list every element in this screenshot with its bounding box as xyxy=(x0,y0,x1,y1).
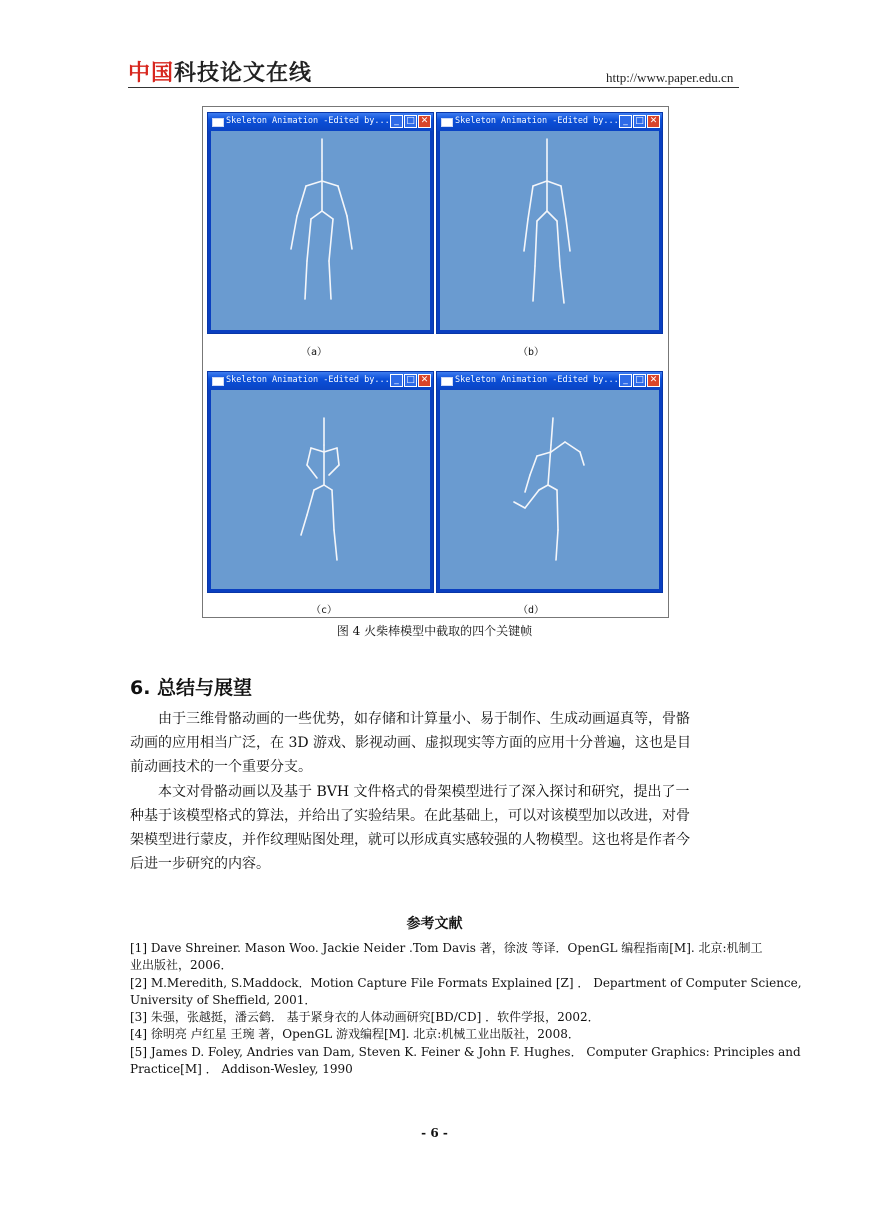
close-icon[interactable]: ✕ xyxy=(418,374,431,387)
close-icon[interactable]: ✕ xyxy=(418,115,431,128)
skeleton-figure-c xyxy=(211,390,432,591)
window-app-icon xyxy=(441,118,453,127)
window-title: Skeleton Animation -Edited by... xyxy=(226,375,390,385)
section-title: 6. 总结与展望 xyxy=(130,677,253,699)
figure-caption: 图 4 火柴棒模型中截取的四个关键帧 xyxy=(336,624,533,638)
reference-line: University of Sheffield, 2001． xyxy=(130,993,317,1007)
reference-item xyxy=(130,1026,738,1043)
paragraph-line: 种基于该模型格式的算法，并给出了实验结果。在此基础上，可以对该模型加以改进，对骨 xyxy=(130,808,690,824)
reference-item xyxy=(130,975,802,1009)
reference-line: [5] James D. Foley, Andries van Dam, Steven K. Feiner & John F. Hughes． Computer Graphics: Principles and xyxy=(130,1045,801,1059)
reference-line: Practice[M] ． Addison-Wesley, 1990 xyxy=(130,1062,353,1076)
minimize-icon[interactable]: _ xyxy=(390,115,403,128)
reference-line: [1] Dave Shreiner. Mason Woo. Jackie Neider .Tom Davis 著，徐波 等译．OpenGL 编程指南[M]. 北京:机制工 xyxy=(130,941,763,955)
window-title: Skeleton Animation -Edited by... xyxy=(455,375,619,385)
logo-red-text: 中国 xyxy=(128,60,175,86)
window-panel-c xyxy=(207,371,434,593)
reference-line: [4] 徐明亮 卢红星 王琬 著，OpenGL 游戏编程[M]. 北京:机械工业出版社，2008． xyxy=(130,1027,580,1041)
panel-label-b: （b） xyxy=(518,347,545,358)
paragraph-line: 架模型进行蒙皮，并作纹理贴图处理，就可以形成真实感较强的人物模型。这也将是作者今 xyxy=(130,832,690,848)
minimize-icon[interactable]: _ xyxy=(619,374,632,387)
window-panel-d xyxy=(436,371,663,593)
window-titlebar xyxy=(437,113,662,131)
skeleton-figure-d xyxy=(440,390,661,591)
skeleton-view-a xyxy=(211,131,430,330)
skeleton-view-b xyxy=(440,131,659,330)
close-icon[interactable]: ✕ xyxy=(647,374,660,387)
window-app-icon xyxy=(212,377,224,386)
maximize-icon[interactable]: □ xyxy=(633,374,646,387)
reference-line: [3] 朱强，张越挺，潘云鹤． 基于紧身衣的人体动画研究[BD/CD] ．软件学报，2002． xyxy=(130,1010,600,1024)
reference-line: [2] M.Meredith, S.Maddock．Motion Capture File Formats Explained [Z] ． Department of Computer Science, xyxy=(130,976,802,990)
header-url[interactable]: http://www.paper.edu.cn xyxy=(606,70,734,85)
minimize-icon[interactable]: _ xyxy=(390,374,403,387)
close-icon[interactable]: ✕ xyxy=(647,115,660,128)
maximize-icon[interactable]: □ xyxy=(633,115,646,128)
paragraph-2 xyxy=(130,780,738,876)
paragraph-line: 本文对骨骼动画以及基于 BVH 文件格式的骨架模型进行了深入探讨和研究，提出了一 xyxy=(158,784,690,800)
maximize-icon[interactable]: □ xyxy=(404,374,417,387)
journal-logo xyxy=(128,58,312,84)
skeleton-view-c xyxy=(211,390,430,589)
paragraph-1 xyxy=(130,707,738,779)
references-title: 参考文献 xyxy=(406,916,463,932)
paragraph-line: 后进一步研究的内容。 xyxy=(130,856,270,872)
skeleton-figure-b xyxy=(440,131,661,332)
window-title: Skeleton Animation -Edited by... xyxy=(455,116,619,126)
reference-line: 业出版社，2006． xyxy=(130,958,233,972)
window-titlebar xyxy=(208,113,433,131)
window-panel-b xyxy=(436,112,663,334)
paragraph-line: 动画的应用相当广泛，在 3D 游戏、影视动画、虚拟现实等方面的应用十分普遍，这也是目 xyxy=(130,735,692,751)
window-app-icon xyxy=(212,118,224,127)
window-titlebar xyxy=(208,372,433,390)
header-divider xyxy=(128,87,739,88)
panel-label-a: （a） xyxy=(301,347,328,358)
window-app-icon xyxy=(441,377,453,386)
window-titlebar xyxy=(437,372,662,390)
logo-dark-text: 科技论文在线 xyxy=(174,60,313,86)
figure-4 xyxy=(202,106,669,618)
skeleton-figure-a xyxy=(211,131,432,332)
window-panel-a xyxy=(207,112,434,334)
skeleton-view-d xyxy=(440,390,659,589)
paragraph-line: 由于三维骨骼动画的一些优势，如存储和计算量小、易于制作、生成动画逼真等，骨骼 xyxy=(158,711,690,727)
window-title: Skeleton Animation -Edited by... xyxy=(226,116,390,126)
panel-label-c: （c） xyxy=(311,605,338,616)
maximize-icon[interactable]: □ xyxy=(404,115,417,128)
reference-item xyxy=(130,1009,738,1026)
page-number: - 6 - xyxy=(421,1126,448,1140)
paragraph-line: 前动画技术的一个重要分支。 xyxy=(130,759,312,775)
reference-item xyxy=(130,940,763,974)
minimize-icon[interactable]: _ xyxy=(619,115,632,128)
reference-item xyxy=(130,1044,801,1078)
panel-label-d: （d） xyxy=(518,605,545,616)
